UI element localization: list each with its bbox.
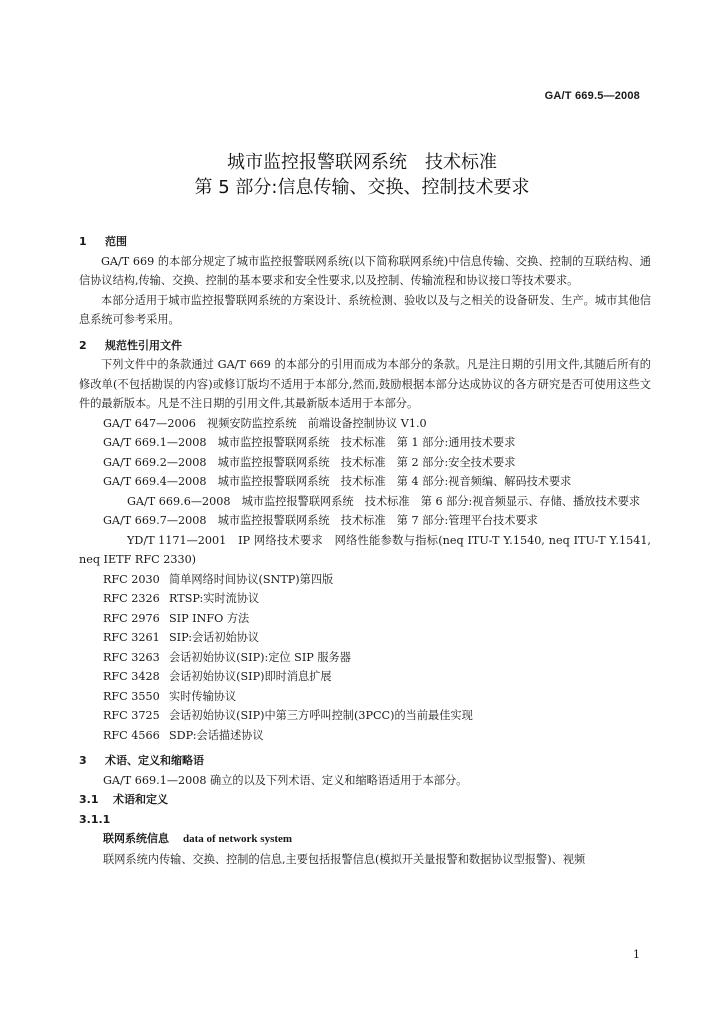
rfc-item bbox=[79, 726, 651, 746]
reference-item bbox=[79, 472, 651, 492]
rfc-item bbox=[79, 706, 651, 726]
reference-title: IP 网络技术要求 网络性能参数与指标(neq ITU-T Y.1540, neq ITU-T Y.1541, neq IETF RFC 2330) bbox=[79, 533, 651, 566]
page-number: 1 bbox=[633, 948, 640, 961]
reference-title: 城市监控报警联网系统 技术标准 第 4 部分:视音频编、解码技术要求 bbox=[217, 475, 572, 488]
term-english: data of network system bbox=[183, 833, 293, 845]
references-intro: 下列文件中的条款通过 GA/T 669 的本部分的引用而成为本部分的条款。凡是注日期的引用文件,其随后所有的修改单(不包括勘误的内容)或修订版均不适用于本部分,然而,鼓励根据本部分达成协议的各方研究是否可使用这些文件的最新版本。凡是不注日期的引用文件,其最新版本适用于本部分。 bbox=[79, 358, 651, 410]
reference-title: 视频安防监控系统 前端设备控制协议 V1.0 bbox=[207, 416, 427, 430]
reference-title: 城市监控报警联网系统 技术标准 第 1 部分:通用技术要求 bbox=[217, 436, 516, 449]
reference-item bbox=[79, 414, 651, 434]
rfc-code: RFC 3550 bbox=[103, 689, 160, 703]
reference-code: YD/T 1171—2001 bbox=[127, 533, 227, 547]
rfc-title: 简单网络时间协议(SNTP)第四版 bbox=[169, 572, 334, 586]
section-3-1-heading bbox=[79, 790, 651, 810]
rfc-code: RFC 3725 bbox=[103, 709, 160, 722]
rfc-code: RFC 2326 bbox=[103, 592, 160, 605]
reference-code: GA/T 669.4—2008 bbox=[103, 475, 207, 488]
document-title: 城市监控报警联网系统 技术标准 bbox=[227, 152, 497, 173]
rfc-title: 实时传输协议 bbox=[169, 689, 237, 703]
reference-code: GA/T 669.7—2008 bbox=[103, 514, 207, 527]
section-1-heading bbox=[79, 232, 651, 252]
rfc-title: 会话初始协议(SIP)中第三方呼叫控制(3PCC)的当前最佳实现 bbox=[169, 709, 473, 722]
section-number: 1 bbox=[79, 235, 87, 248]
term-chinese: 联网系统信息 bbox=[103, 832, 169, 845]
term-entry bbox=[79, 829, 651, 850]
rfc-item bbox=[79, 589, 651, 609]
reference-code: GA/T 669.2—2008 bbox=[103, 455, 207, 469]
rfc-item bbox=[79, 667, 651, 687]
reference-item bbox=[79, 531, 651, 570]
rfc-title: RTSP:实时流协议 bbox=[169, 592, 260, 605]
scope-paragraph-1: GA/T 669 的本部分规定了城市监控报警联网系统(以下简称联网系统)中信息传输、交换、控制的互联结构、通信协议结构,传输、交换、控制的基本要求和安全性要求,以及控制、传输流程和协议接口等技术要求。 bbox=[79, 254, 651, 287]
rfc-list bbox=[79, 570, 651, 746]
rfc-title: SIP:会话初始协议 bbox=[169, 631, 260, 644]
rfc-code: RFC 2030 bbox=[103, 572, 160, 586]
standard-code: GA/T 669.5—2008 bbox=[544, 90, 640, 102]
section-number: 3.1.1 bbox=[79, 812, 111, 826]
rfc-code: RFC 3428 bbox=[103, 670, 160, 683]
reference-title: 城市监控报警联网系统 技术标准 第 7 部分:管理平台技术要求 bbox=[217, 514, 538, 527]
document-body bbox=[79, 232, 651, 869]
reference-code: GA/T 647—2006 bbox=[103, 416, 196, 430]
rfc-title: 会话初始协议(SIP)即时消息扩展 bbox=[169, 670, 332, 683]
document-subtitle: 第 5 部分:信息传输、交换、控制技术要求 bbox=[194, 177, 530, 198]
reference-code: GA/T 669.6—2008 bbox=[127, 494, 231, 508]
section-title: 规范性引用文件 bbox=[105, 338, 182, 352]
rfc-code: RFC 3261 bbox=[103, 631, 160, 644]
scope-paragraph-2: 本部分适用于城市监控报警联网系统的方案设计、系统检测、验收以及与之相关的设备研发、生产。城市其他信息系统可参考采用。 bbox=[79, 293, 651, 326]
reference-title: 城市监控报警联网系统 技术标准 第 6 部分:视音频显示、存储、播放技术要求 bbox=[241, 494, 641, 508]
rfc-item bbox=[79, 570, 651, 590]
rfc-item bbox=[79, 628, 651, 648]
section-number: 3.1 bbox=[79, 793, 99, 806]
rfc-code: RFC 4566 bbox=[103, 728, 160, 742]
rfc-code: RFC 2976 bbox=[103, 611, 160, 625]
rfc-item bbox=[79, 609, 651, 629]
rfc-item bbox=[79, 687, 651, 707]
rfc-code: RFC 3263 bbox=[103, 650, 160, 664]
section-number: 2 bbox=[79, 338, 87, 352]
reference-code: GA/T 669.1—2008 bbox=[103, 436, 207, 449]
rfc-title: SDP:会话描述协议 bbox=[169, 728, 264, 742]
reference-item bbox=[79, 453, 651, 473]
rfc-title: SIP INFO 方法 bbox=[169, 611, 250, 625]
rfc-item bbox=[79, 648, 651, 668]
reference-title: 城市监控报警联网系统 技术标准 第 2 部分:安全技术要求 bbox=[217, 455, 516, 469]
section-2-heading bbox=[79, 336, 651, 356]
section-title: 术语和定义 bbox=[113, 793, 168, 806]
reference-item bbox=[79, 511, 651, 531]
terms-intro: GA/T 669.1—2008 确立的以及下列术语、定义和缩略语适用于本部分。 bbox=[103, 773, 468, 787]
reference-item bbox=[79, 492, 651, 512]
reference-item bbox=[79, 433, 651, 453]
section-number: 3 bbox=[79, 754, 87, 767]
term-definition: 联网系统内传输、交换、控制的信息,主要包括报警信息(模拟开关量报警和数据协议型报警)、视频 bbox=[103, 852, 586, 866]
section-title: 术语、定义和缩略语 bbox=[105, 754, 204, 767]
section-3-1-1-heading bbox=[79, 810, 651, 830]
reference-list bbox=[79, 414, 651, 570]
section-title: 范围 bbox=[105, 235, 127, 248]
rfc-title: 会话初始协议(SIP):定位 SIP 服务器 bbox=[169, 650, 351, 664]
section-3-heading bbox=[79, 751, 651, 771]
